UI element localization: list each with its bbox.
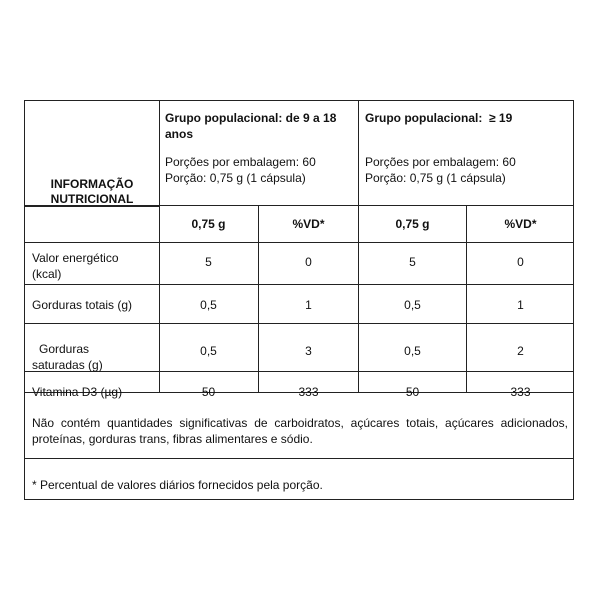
cell-energy-b-amount: 5: [409, 255, 416, 269]
cell-energy-b-vd: 0: [517, 255, 524, 269]
table-title-line-2: NUTRICIONAL: [50, 192, 134, 206]
not-significant-note: Não contém quantidades significativas de carboidratos, açúcares totais, açúcares adicionados, proteínas, gorduras trans, fibras alimentares e sódio.: [32, 416, 568, 446]
cell-saturated-fat-a-amount: 0,5: [200, 344, 217, 358]
row-label-vitamin-d3: Vitamina D3 (µg): [32, 385, 123, 399]
column-header-a-vd: %VD*: [292, 217, 325, 231]
group-b-portion: Porção: 0,75 g (1 cápsula): [365, 171, 506, 185]
column-header-a-amount: 0,75 g: [191, 217, 226, 231]
cell-vitamin-d3-b-vd: 333: [510, 385, 531, 399]
column-header-b-vd: %VD*: [504, 217, 537, 231]
vd-footnote: * Percentual de valores diários fornecidos pela porção.: [32, 478, 323, 492]
cell-vitamin-d3-a-amount: 50: [201, 385, 216, 399]
header-bottom-line: [159, 205, 574, 206]
cell-energy-a-amount: 5: [205, 255, 212, 269]
cell-total-fat-a-vd: 1: [305, 298, 312, 312]
row-label-energy: Valor energético (kcal): [32, 251, 119, 281]
table-title: [25, 177, 159, 207]
row-line-2: [25, 323, 574, 324]
column-header-b-amount: 0,75 g: [395, 217, 430, 231]
cell-saturated-fat-b-amount: 0,5: [404, 344, 421, 358]
cell-vitamin-d3-b-amount: 50: [405, 385, 420, 399]
group-b-servings: Porções por embalagem: 60: [365, 155, 516, 169]
cell-energy-a-vd: 0: [305, 255, 312, 269]
group-a-title: Grupo populacional: de 9 a 18 anos: [165, 111, 337, 141]
row-label-saturated-fat: Gorduras saturadas (g): [32, 342, 103, 372]
subheader-bottom-line: [25, 242, 574, 243]
cell-saturated-fat-a-vd: 3: [305, 344, 312, 358]
group-a-servings: Porções por embalagem: 60: [165, 155, 316, 169]
cell-total-fat-b-vd: 1: [517, 298, 524, 312]
nutrition-facts-table: [24, 100, 574, 500]
cell-total-fat-a-amount: 0,5: [200, 298, 217, 312]
row-line-1: [25, 284, 574, 285]
group-a-portion: Porção: 0,75 g (1 cápsula): [165, 171, 306, 185]
row-label-total-fat: Gorduras totais (g): [32, 298, 133, 312]
footnote-divider: [25, 458, 574, 459]
cell-total-fat-b-amount: 0,5: [404, 298, 421, 312]
cell-saturated-fat-b-vd: 2: [517, 344, 524, 358]
group-b-title: Grupo populacional: ≥ 19: [365, 111, 513, 125]
cell-vitamin-d3-a-vd: 333: [298, 385, 319, 399]
table-title-line-1: INFORMAÇÃO: [50, 177, 134, 191]
